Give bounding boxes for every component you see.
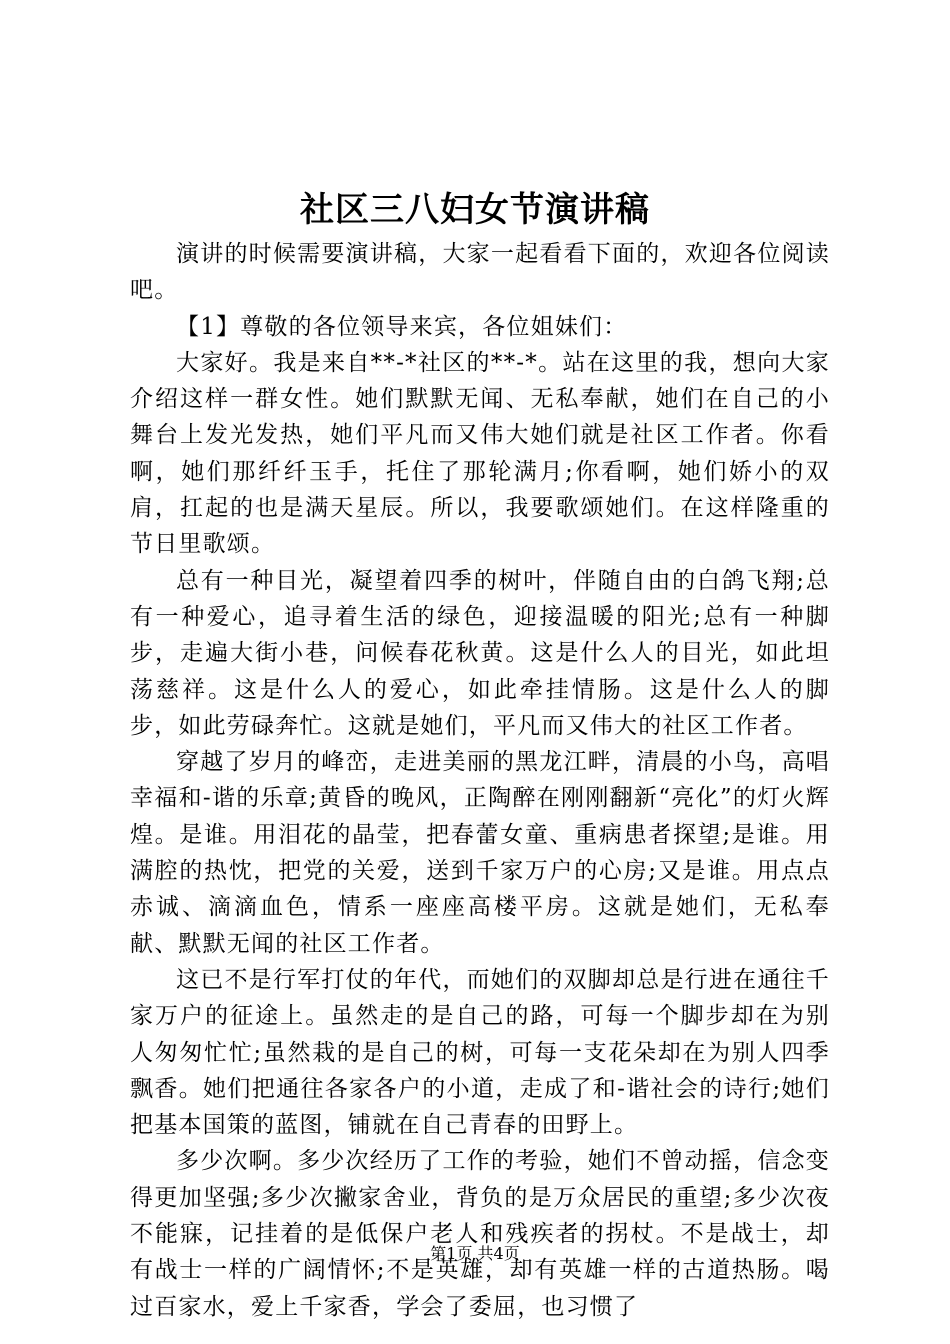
paragraph-body: 穿越了岁月的峰峦，走进美丽的黑龙江畔，清晨的小鸟，高唱幸福和-谐的乐章;黄昏的晚风，正陶醉在刚刚翻新“亮化”的灯火辉煌。是谁。用泪花的晶莹，把春蕾女童、重病患者探望;是谁。用满腔的热忱，把党的关爱，送到千家万户的心房;又是谁。用点点赤诚、滴滴血色，情系一座座高楼平房。这就是她们，无私奉献、默默无闻的社区工作者。 bbox=[130, 749, 830, 957]
paragraph-body: 总有一种目光，凝望着四季的树叶，伴随自由的白鸽飞翔;总有一种爱心，追寻着生活的绿色，迎接温暖的阳光;总有一种脚步，走遍大街小巷，问候春花秋黄。这是什么人的目光，如此坦荡慈祥。这是什么人的爱心，如此牵挂情肠。这是什么人的脚步，如此劳碌奔忙。这就是她们，平凡而又伟大的社区工作者。 bbox=[130, 567, 830, 739]
page-number-footer: 第1页 共4页 bbox=[430, 1244, 520, 1263]
paragraph-salutation: 【1】尊敬的各位领导来宾，各位姐妹们： bbox=[176, 313, 628, 340]
document-body bbox=[130, 236, 830, 1325]
paragraph-body: 大家好。我是来自**-*社区的**-*。站在这里的我，想向大家介绍这样一群女性。她们默默无闻、无私奉献，她们在自己的小舞台上发光发热，她们平凡而又伟大她们就是社区工作者。你看啊，她们那纤纤玉手，托住了那轮满月;你看啊，她们娇小的双肩，扛起的也是满天星辰。所以，我要歌颂她们。在这样隆重的节日里歌颂。 bbox=[130, 349, 830, 558]
paragraph-body: 这已不是行军打仗的年代，而她们的双脚却总是行进在通往千家万户的征途上。虽然走的是自己的路，可每一个脚步却在为别人匆匆忙忙;虽然栽的是自己的树，可每一支花朵却在为别人四季飘香。她们把通往各家各户的小道，走成了和-谐社会的诗行;她们把基本国策的蓝图，铺就在自己青春的田野上。 bbox=[130, 966, 830, 1139]
paragraph-body: 多少次啊。多少次经历了工作的考验，她们不曾动摇，信念变得更加坚强;多少次撇家舍业，背负的是万众居民的重望;多少次夜不能寐，记挂着的是低保户老人和残疾者的拐杖。不是战士，却有战士一样的广阔情怀;不是英雄，却有英雄一样的古道热肠。喝过百家水，爱上千家香，学会了委屈，也习惯了 bbox=[130, 1148, 830, 1320]
paragraph-intro: 演讲的时候需要演讲稿，大家一起看看下面的，欢迎各位阅读吧。 bbox=[130, 241, 830, 304]
document-title: 社区三八妇女节演讲稿 bbox=[300, 190, 650, 230]
